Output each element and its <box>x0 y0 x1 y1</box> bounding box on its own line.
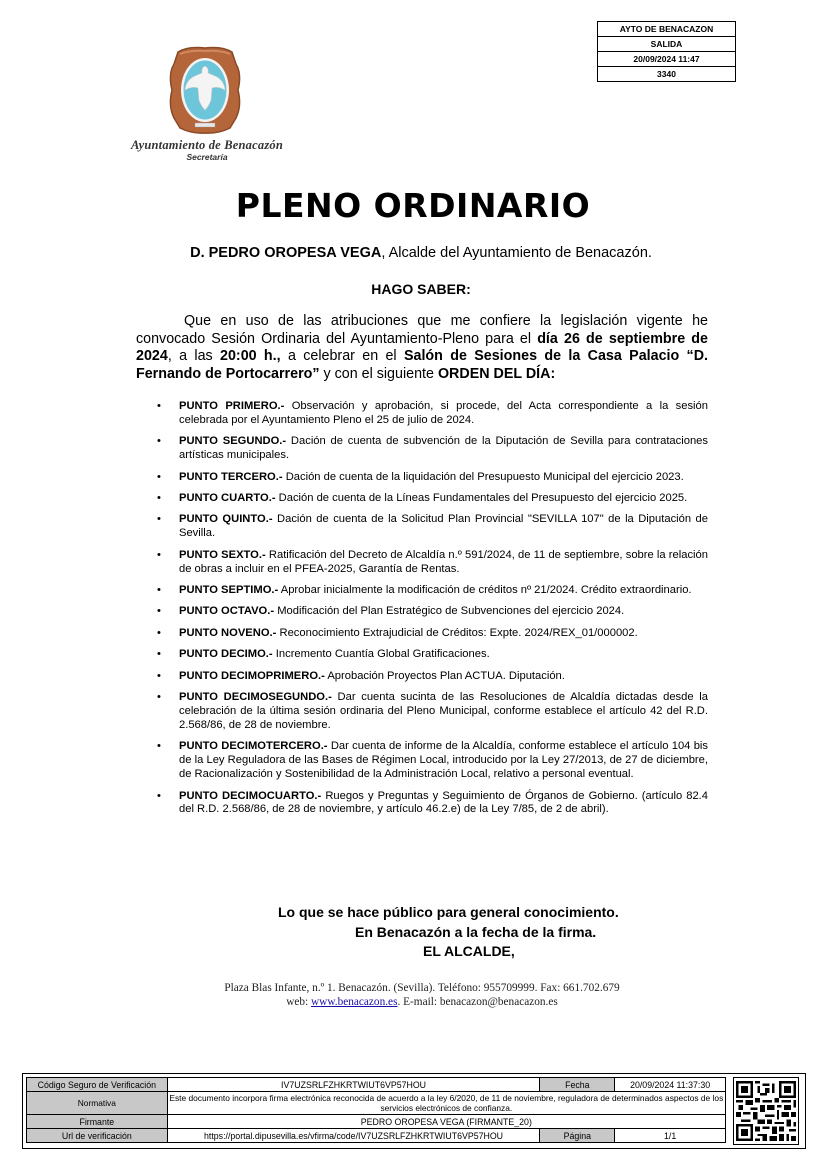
agenda-item-label: PUNTO SEXTO.- <box>179 548 266 561</box>
closing-line-date: En Benacazón a la fecha de la firma. <box>355 923 597 940</box>
agenda-item-text: Aprobación Proyectos Plan ACTUA. Diputación. <box>324 669 565 682</box>
agenda-item <box>150 549 708 577</box>
firmante-label: Firmante <box>27 1115 168 1129</box>
agenda-item <box>150 435 708 463</box>
agenda-item-label: PUNTO PRIMERO.- <box>179 400 285 412</box>
bullet-icon: • <box>157 740 161 753</box>
pagina-label: Página <box>540 1129 615 1143</box>
agenda-item-label: PUNTO NOVENO.- <box>179 626 277 639</box>
session-time: 20:00 h., <box>220 348 281 364</box>
agenda-item <box>150 513 708 541</box>
normativa-label: Normativa <box>27 1092 168 1115</box>
agenda-item-label: PUNTO DECIMOCUARTO.- <box>179 789 322 802</box>
fecha-value: 20/09/2024 11:37:30 <box>615 1078 726 1092</box>
agenda-item <box>150 584 708 598</box>
agenda-item-text: Dar cuenta de informe de la Alcaldía, conforme establece el artículo 104 bis de la Ley Reguladora de las Bases de Régimen Local, introducido por la Ley 27/2013, de 27 de diciembre, de Racionalización y Sostenibilidad de la Administración Local, relativo a personal eventual. <box>179 740 708 781</box>
logo-caption <box>112 138 302 162</box>
issuer-line <box>0 245 826 261</box>
pagina-value: 1/1 <box>615 1129 726 1143</box>
agenda-item-text: Ruegos y Preguntas y Seguimiento de Órganos de Gobierno. (artículo 82.4 del R.D. 2.568/86, de 28 de noviembre, y artículo 46.2.e) de la Ley 7/85, de 2 de abril). <box>179 789 709 816</box>
agenda-item-label: PUNTO SEPTIMO.- <box>179 584 279 597</box>
department-name: Secretaría <box>186 152 228 162</box>
agenda-item <box>150 648 708 662</box>
agenda-item-label: PUNTO SEGUNDO.- <box>179 435 287 448</box>
agenda-item <box>150 691 708 733</box>
agenda-item-label: PUNTO DECIMO.- <box>179 648 273 661</box>
verification-box <box>22 1073 806 1149</box>
bullet-icon: • <box>157 492 161 505</box>
bullet-icon: • <box>157 669 161 682</box>
agenda-item-text: Dación de cuenta de la liquidación del Presupuesto Municipal del ejercicio 2023. <box>282 470 684 483</box>
agenda-item-text: Incremento Cuantía Global Gratificaciones. <box>272 648 490 661</box>
agenda-item <box>150 740 708 782</box>
agenda-item <box>150 605 708 619</box>
bullet-icon: • <box>157 626 161 639</box>
agenda-item-text: Modificación del Plan Estratégico de Subvenciones del ejercicio 2024. <box>274 605 625 618</box>
agenda-item <box>150 400 708 428</box>
agenda-item-label: PUNTO QUINTO.- <box>179 513 273 526</box>
url-label: Url de verificación <box>27 1129 168 1143</box>
agenda-item-text: Observación y aprobación, si procede, del Acta correspondiente a la sesión celebrada por el Ayuntamiento Pleno el 25 de julio de 2024. <box>179 400 708 426</box>
bullet-icon: • <box>157 400 161 412</box>
agenda-item <box>150 790 708 818</box>
agenda-item-text: Dación de cuenta de subvención de la Diputación de Sevilla para contrataciones artísticas municipales. <box>179 435 708 462</box>
issuer-role: , Alcalde del Ayuntamiento de Benacazón. <box>381 245 652 261</box>
intro-paragraph <box>136 313 708 383</box>
bullet-icon: • <box>157 605 161 618</box>
agenda-item <box>150 492 708 506</box>
csv-label: Código Seguro de Verificación <box>27 1078 168 1092</box>
agenda-item-text: Dación de cuenta de la Líneas Fundamentales del Presupuesto del ejercicio 2025. <box>275 492 688 505</box>
intro-text: y con el siguiente <box>319 365 438 382</box>
registry-number: 3340 <box>598 67 736 82</box>
registry-entity: AYTO DE BENACAZON <box>598 22 736 37</box>
normativa-value: Este documento incorpora firma electrónica reconocida de acuerdo a la ley 6/2020, de 11 de noviembre, reguladora de determinados aspectos de los servicios electrónicos de confianza. <box>167 1092 725 1115</box>
url-value[interactable]: https://portal.dipusevilla.es/vfirma/code/IV7UZSRLFZHKRTWIUT6VP57HOU <box>167 1129 540 1143</box>
agenda-item-text: Reconocimiento Extrajudicial de Créditos: Expte. 2024/REX_01/000002. <box>276 626 638 639</box>
page-title: PLENO ORDINARIO <box>235 186 591 225</box>
agenda-item-label: PUNTO OCTAVO.- <box>179 605 275 618</box>
session-date: día 26 de septiembre de 2024 <box>136 330 708 364</box>
fecha-label: Fecha <box>540 1078 615 1092</box>
contact-line <box>0 995 826 1009</box>
address-line: Plaza Blas Infante, n.º 1. Benacazón. (Sevilla). Teléfono: 955709999. Fax: 661.702.679 <box>224 982 620 994</box>
bullet-icon: • <box>157 691 161 704</box>
firmante-value: PEDRO OROPESA VEGA (FIRMANTE_20) <box>167 1115 725 1129</box>
csv-value: IV7UZSRLFZHKRTWIUT6VP57HOU <box>167 1078 540 1092</box>
website-link[interactable]: www.benacazon.es <box>311 996 398 1008</box>
agenda-list <box>150 400 708 825</box>
bullet-icon: • <box>157 648 161 661</box>
registry-datetime: 20/09/2024 11:47 <box>598 52 736 67</box>
agenda-item-label: PUNTO TERCERO.- <box>179 470 283 483</box>
closing-block <box>0 903 826 962</box>
orden-del-dia-heading: ORDEN DEL DÍA: <box>437 365 556 382</box>
bullet-icon: • <box>157 513 161 526</box>
issuer-name: D. PEDRO OROPESA VEGA <box>190 245 382 261</box>
bullet-icon: • <box>157 789 161 802</box>
qr-code-graphic <box>736 1081 796 1141</box>
closing-line-signer: EL ALCALDE, <box>423 943 515 959</box>
agenda-item <box>150 471 708 485</box>
agenda-item-text: Aprobar inicialmente la modificación de créditos nº 21/2024. Crédito extraordinario. <box>278 584 692 597</box>
agenda-item-label: PUNTO DECIMOTERCERO.- <box>179 740 328 753</box>
hago-saber-heading: HAGO SABER: <box>371 281 471 297</box>
organization-name: Ayuntamiento de Benacazón <box>130 138 283 152</box>
agenda-item-text: Dar cuenta sucinta de las Resoluciones de Alcaldía dictadas desde la celebración de la última sesión ordinaria del Pleno Municipal, conforme establece el artículo 42 del R.D. 2.568/86, de 28 de noviembre. <box>179 691 708 731</box>
bullet-icon: • <box>157 470 161 483</box>
intro-text: a celebrar en el <box>280 348 404 364</box>
registry-stamp <box>597 21 736 82</box>
closing-line-public: Lo que se hace público para general conocimiento. <box>278 904 619 920</box>
agenda-item-label: PUNTO DECIMOPRIMERO.- <box>179 669 325 682</box>
intro-text: Que en uso de las atribuciones que me confiere la legislación vigente he convocado Sesión Ordinaria del Ayuntamiento-Pleno para el <box>136 313 708 347</box>
agenda-item-label: PUNTO CUARTO.- <box>179 492 276 505</box>
agenda-item-text: Dación de cuenta de la Solicitud Plan Provincial "SEVILLA 107" de la Diputación de Sevilla. <box>179 513 708 540</box>
intro-text: , a las <box>167 348 221 364</box>
session-place: Salón de Sesiones de la Casa Palacio “D. Fernando de Portocarrero” <box>136 348 709 382</box>
bullet-icon: • <box>157 435 161 448</box>
agenda-item-label: PUNTO DECIMOSEGUNDO.- <box>179 691 332 704</box>
agenda-item-text: Ratificación del Decreto de Alcaldía n.º 591/2024, de 11 de septiembre, sobre la relación de obras a incluir en el PFEA-2025, Garantía de Rentas. <box>179 548 708 575</box>
qr-code-icon <box>733 1077 799 1145</box>
footer-address <box>0 981 826 1009</box>
email-text: . E-mail: benacazon@benacazon.es <box>397 996 558 1008</box>
web-label: web: <box>286 996 311 1008</box>
bullet-icon: • <box>157 584 161 597</box>
bullet-icon: • <box>157 548 161 561</box>
agenda-item <box>150 670 708 684</box>
coat-of-arms-icon <box>168 44 242 136</box>
agenda-item <box>150 627 708 641</box>
verification-table <box>26 1077 726 1143</box>
registry-type: SALIDA <box>598 37 736 52</box>
